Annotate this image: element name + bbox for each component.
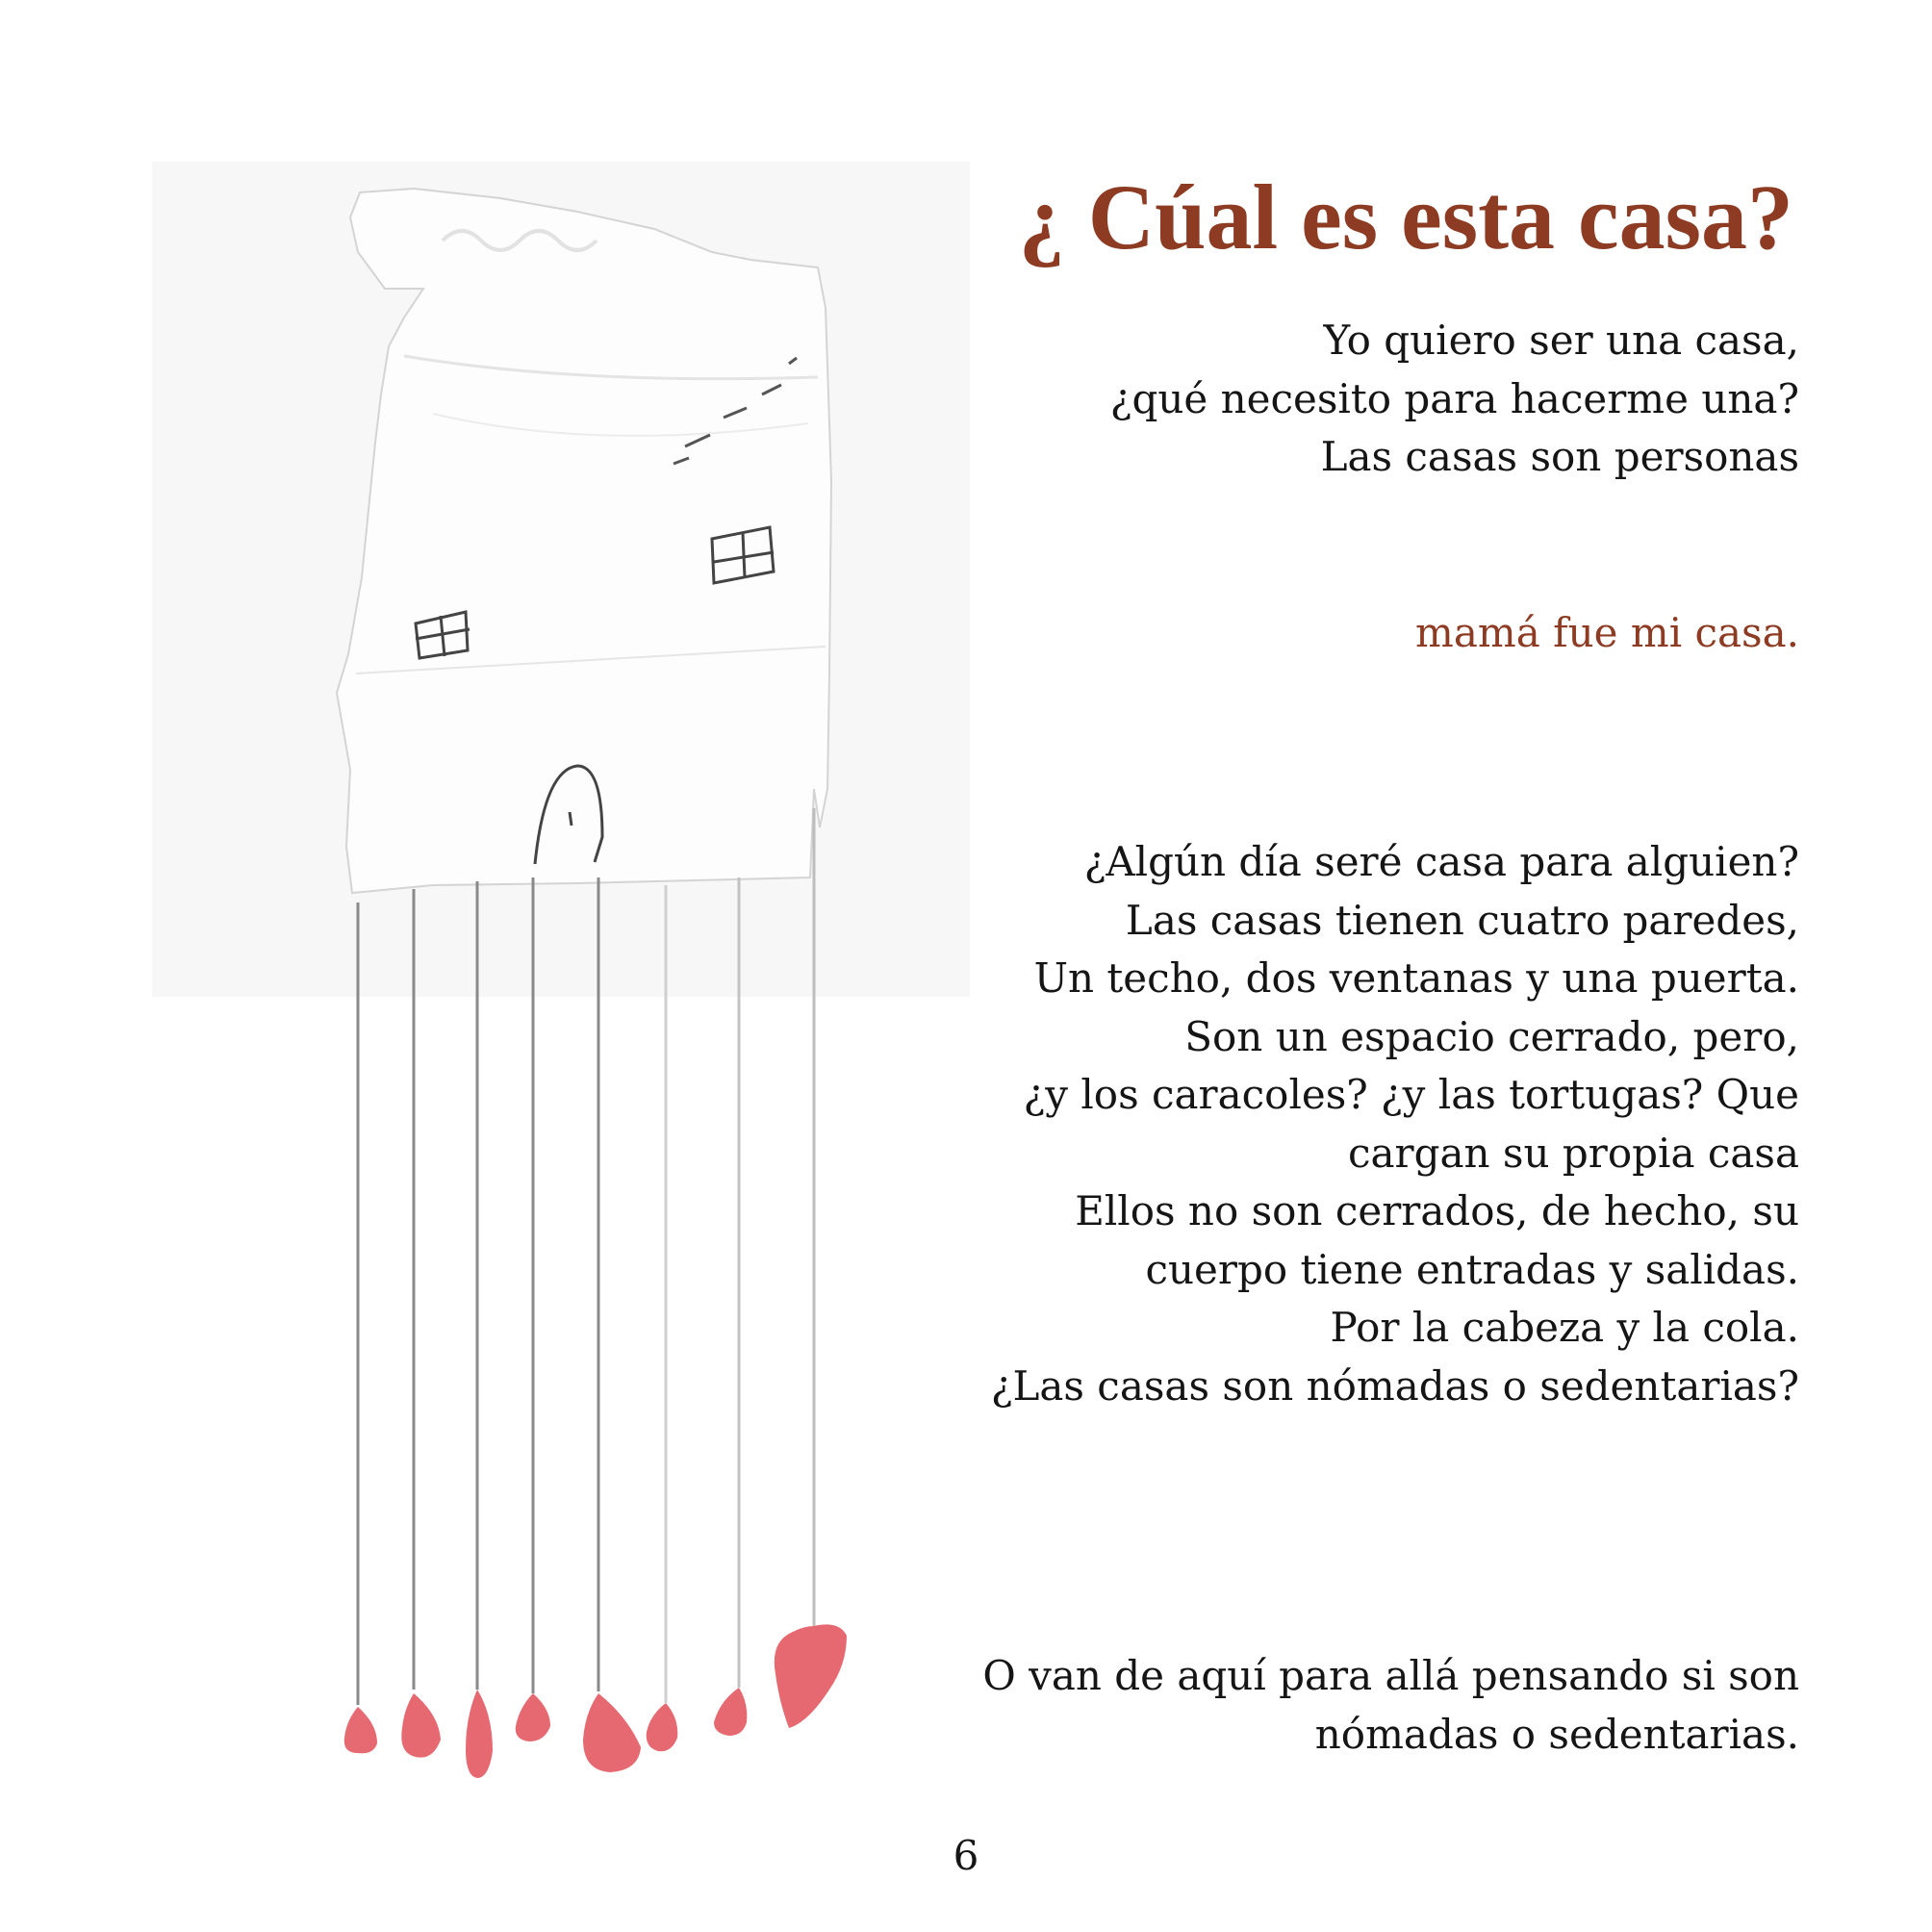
verse-line: Las casas son personas bbox=[1320, 433, 1799, 480]
verse-line: Un techo, dos ventanas y una puerta. bbox=[1033, 954, 1799, 1002]
drop bbox=[714, 1688, 747, 1736]
strings bbox=[358, 808, 814, 1705]
drop bbox=[516, 1693, 550, 1741]
drop bbox=[466, 1690, 493, 1778]
drop bbox=[401, 1693, 441, 1758]
verse-line: ¿y los caracoles? ¿y las tortugas? Que bbox=[1023, 1071, 1799, 1118]
verse-line: Son un espacio cerrado, pero, bbox=[1184, 1012, 1799, 1060]
verse-line: O van de aquí para allá pensando si son bbox=[982, 1652, 1799, 1699]
verse-line: Ellos no son cerrados, de hecho, su bbox=[1075, 1187, 1799, 1234]
verse-line: ¿Algún día seré casa para alguien? bbox=[1083, 838, 1799, 885]
drop bbox=[775, 1624, 847, 1728]
verse-line: ¿Las casas son nómadas o sedentarias? bbox=[990, 1361, 1799, 1410]
page-title: ¿ Cúal es esta casa? bbox=[1018, 165, 1793, 268]
torn-paper bbox=[337, 189, 831, 893]
stanza-three bbox=[982, 1647, 1799, 1764]
verse-line: nómadas o sedentarias. bbox=[1314, 1710, 1799, 1758]
stanza-two bbox=[991, 833, 1799, 1415]
verse-line: cargan su propia casa bbox=[1347, 1129, 1799, 1177]
drop bbox=[344, 1707, 377, 1753]
drop bbox=[583, 1693, 641, 1772]
verse-line: ¿qué necesito para hacerme una? bbox=[1109, 374, 1799, 422]
verse-line: Las casas tienen cuatro paredes, bbox=[1125, 896, 1799, 944]
verse-line: Por la cabeza y la cola. bbox=[1330, 1304, 1799, 1351]
page-number: 6 bbox=[953, 1832, 979, 1879]
highlighted-verse: mamá fue mi casa. bbox=[1415, 609, 1799, 656]
drop bbox=[647, 1703, 678, 1751]
verse-line: cuerpo tiene entradas y salidas. bbox=[1145, 1245, 1799, 1293]
stanza-one bbox=[1110, 312, 1799, 487]
red-drops bbox=[344, 1624, 847, 1778]
verse-line: Yo quiero ser una casa, bbox=[1323, 317, 1799, 364]
